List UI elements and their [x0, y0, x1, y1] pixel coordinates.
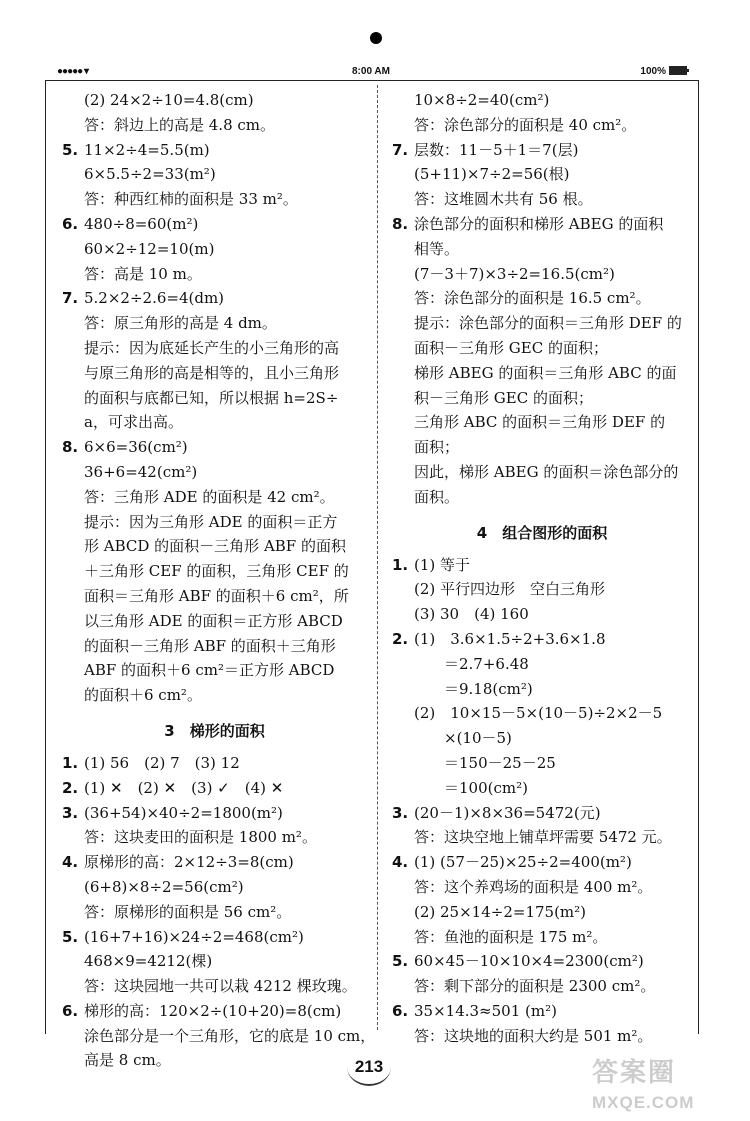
answer-text: 答：剩下部分的面积是 2300 cm²。	[414, 977, 656, 996]
answer-line	[392, 652, 692, 677]
answer-line	[62, 683, 367, 708]
answer-line	[62, 435, 367, 460]
answer-text: 形 ABCD 的面积－三角形 ABF 的面积	[84, 537, 346, 556]
answer-line	[62, 113, 367, 138]
answer-text: 层数：11－5＋1＝7(层)	[414, 140, 579, 159]
answer-text: ×(10－5)	[414, 729, 512, 748]
answer-line	[62, 311, 367, 336]
answer-line	[392, 974, 692, 999]
answer-line	[62, 485, 367, 510]
answer-text: 面积；	[414, 438, 460, 457]
signal-indicator: ●●●●● ▾	[57, 66, 88, 77]
answer-text: 468×9=4212(棵)	[84, 952, 213, 971]
answer-text: (7－3＋7)×3÷2=16.5(cm²)	[414, 264, 615, 283]
answer-line	[62, 1024, 376, 1049]
answer-line	[392, 237, 692, 262]
answer-line	[392, 361, 692, 386]
answer-line	[392, 900, 692, 925]
answer-text: (1) 56 (2) 7 (3) 12	[84, 753, 240, 772]
answer-text: 面积－三角形 GEC 的面积；	[414, 338, 608, 357]
answer-line	[392, 925, 692, 950]
answer-line	[392, 262, 692, 287]
answer-text: (1) 3.6×1.5÷2+3.6×1.8	[414, 629, 606, 648]
question-number: 8.	[62, 438, 79, 457]
answer-line	[392, 825, 692, 850]
answer-text: 60×2÷12=10(m)	[84, 239, 215, 258]
answer-text: 答：三角形 ADE 的面积是 42 cm²。	[84, 487, 335, 506]
answer-text: (1) (57－25)×25÷2=400(m²)	[414, 853, 632, 872]
answer-text: (2) 24×2÷10=4.8(cm)	[84, 91, 254, 109]
answer-line	[62, 751, 367, 776]
question-number: 7.	[392, 140, 409, 159]
answer-text: (6+8)×8÷2=56(cm²)	[84, 877, 244, 896]
answer-text: ＝150－25－25	[414, 753, 556, 772]
question-number: 6.	[62, 214, 79, 233]
answer-text: 答：这块麦田的面积是 1800 m²。	[84, 828, 317, 847]
answer-line	[62, 825, 367, 850]
question-number: 4.	[392, 853, 409, 872]
answer-text: (36+54)×40÷2=1800(m²)	[84, 803, 283, 822]
answer-line	[62, 776, 367, 801]
watermark-title: 答案圈	[592, 1057, 677, 1087]
answer-text: 因此，梯形 ABEG 的面积＝涂色部分的	[414, 462, 679, 481]
answer-line	[62, 1048, 367, 1073]
answer-line	[62, 212, 367, 237]
answer-line	[392, 435, 692, 460]
answer-text: 原梯形的高：2×12÷3=8(cm)	[84, 853, 294, 872]
answer-line	[62, 559, 367, 584]
answer-line	[392, 875, 692, 900]
answer-text: a，可求出高。	[84, 413, 183, 432]
answer-text: 5.2×2÷2.6=4(dm)	[84, 289, 225, 308]
answer-line	[392, 627, 692, 652]
answer-text: 答：涂色部分的面积是 40 cm²。	[414, 115, 637, 134]
answer-line	[62, 510, 367, 535]
answer-text: 答：斜边上的高是 4.8 cm。	[84, 115, 276, 134]
right-column	[392, 88, 692, 1048]
answer-line	[62, 138, 367, 163]
battery-indicator	[640, 66, 687, 77]
question-number: 3.	[62, 803, 79, 822]
answer-text: 答：涂色部分的面积是 16.5 cm²。	[414, 289, 651, 308]
answer-text: 提示：因为三角形 ADE 的面积＝正方	[84, 512, 338, 531]
answer-text: (1) 等于	[414, 555, 471, 574]
answer-text: (2) 25×14÷2=175(m²)	[414, 902, 587, 921]
answer-text: 的面积－三角形 ABF 的面积＋三角形	[84, 636, 336, 655]
answer-text: 面积＝三角形 ABF 的面积＋6 cm²，所	[84, 586, 349, 605]
question-number: 7.	[62, 289, 79, 308]
answer-text: ABF 的面积＋6 cm²＝正方形 ABCD	[84, 661, 335, 680]
answer-text: 的面积＋6 cm²。	[84, 686, 202, 705]
answer-text: 以三角形 ADE 的面积＝正方形 ABCD	[84, 611, 343, 630]
answer-line	[62, 88, 367, 113]
question-number: 1.	[392, 555, 409, 574]
answer-line	[62, 974, 367, 999]
answer-line	[392, 751, 692, 776]
answer-line	[392, 1024, 692, 1049]
answer-line	[62, 609, 367, 634]
section-heading: 3 梯形的面积	[164, 721, 265, 740]
question-number: 2.	[62, 778, 79, 797]
answer-line	[392, 386, 692, 411]
answer-text: (3) 30 (4) 160	[414, 605, 529, 624]
answer-line	[62, 850, 367, 875]
answer-line	[392, 187, 692, 212]
question-number: 2.	[392, 629, 409, 648]
answer-text: 6×5.5÷2=33(m²)	[84, 165, 216, 184]
answer-line	[392, 460, 692, 485]
answer-text: 答：鱼池的面积是 175 m²。	[414, 927, 608, 946]
answer-line	[62, 949, 367, 974]
answer-line	[62, 925, 367, 950]
answer-text: 答：这块园地一共可以栽 4212 棵玫瑰。	[84, 977, 357, 996]
answer-line	[62, 634, 367, 659]
answer-text: 答：这块空地上铺草坪需要 5472 元。	[414, 828, 672, 847]
answer-line	[62, 187, 367, 212]
answer-line	[62, 534, 367, 559]
answer-text: 相等。	[414, 239, 460, 258]
answer-text: 答：高是 10 m。	[84, 264, 202, 283]
answer-text: 提示：涂色部分的面积＝三角形 DEF 的	[414, 314, 682, 333]
answer-line	[392, 88, 692, 113]
question-number: 8.	[392, 214, 409, 233]
answer-line	[392, 212, 692, 237]
question-number: 5.	[62, 927, 79, 946]
question-number: 3.	[392, 803, 409, 822]
answer-text: (2) 10×15－5×(10－5)÷2×2－5	[414, 704, 663, 723]
answer-line	[62, 162, 367, 187]
battery-label: 100%	[640, 66, 666, 77]
answer-text: 10×8÷2=40(cm²)	[414, 91, 550, 109]
answer-text: 6×6=36(cm²)	[84, 438, 188, 457]
camera-dot	[370, 32, 382, 44]
answer-line	[62, 875, 367, 900]
answer-text: 11×2÷4=5.5(m)	[84, 140, 210, 159]
answer-text: 涂色部分的面积和梯形 ABEG 的面积	[414, 214, 664, 233]
answer-line	[392, 286, 692, 311]
answer-text: 60×45－10×10×4=2300(cm²)	[414, 952, 644, 971]
answer-text: 与原三角形的高是相等的，且小三角形	[84, 363, 340, 382]
section-heading: 4 组合图形的面积	[476, 523, 608, 542]
answer-line	[392, 577, 692, 602]
battery-icon	[669, 66, 687, 75]
answer-text: (20－1)×8×36=5472(元)	[414, 803, 601, 822]
answer-text: 高是 8 cm。	[84, 1051, 171, 1070]
answer-line	[392, 553, 692, 578]
answer-line	[392, 162, 692, 187]
answer-text: (2) 平行四边形 空白三角形	[414, 580, 606, 599]
answer-text: 答：原三角形的高是 4 dm。	[84, 314, 277, 333]
answer-line	[392, 602, 692, 627]
answer-line	[392, 485, 692, 510]
watermark	[592, 1052, 694, 1113]
watermark-url: MXQE.COM	[592, 1093, 695, 1112]
answer-text: 36+6=42(cm²)	[84, 462, 198, 481]
answer-text: 答：这个养鸡场的面积是 400 m²。	[414, 877, 653, 896]
page-number: 213	[347, 1048, 391, 1086]
answer-text: (5+11)×7÷2=56(根)	[414, 165, 570, 184]
answer-text: 提示：因为底延长产生的小三角形的高	[84, 338, 340, 357]
answer-line	[62, 801, 367, 826]
answer-line	[62, 460, 367, 485]
question-number: 4.	[62, 853, 79, 872]
answer-line	[62, 900, 367, 925]
answer-text: 答：种西红柿的面积是 33 m²。	[84, 190, 298, 209]
answer-line	[392, 138, 692, 163]
answer-text: ＝9.18(cm²)	[414, 679, 533, 698]
answer-text: 答：这块地的面积大约是 501 m²。	[414, 1026, 653, 1045]
column-divider	[377, 85, 378, 1030]
question-number: 6.	[62, 1001, 79, 1020]
answer-line	[62, 286, 367, 311]
answer-line	[392, 336, 692, 361]
answer-line	[62, 410, 367, 435]
answer-text: 的面积与底都已知，所以根据 h=2S÷	[84, 388, 339, 407]
question-number: 6.	[392, 1001, 409, 1020]
answer-line	[62, 999, 367, 1024]
answer-line	[392, 850, 692, 875]
answer-text: 480÷8=60(m²)	[84, 214, 199, 233]
answer-text: 积－三角形 GEC 的面积；	[414, 388, 593, 407]
answer-text: 35×14.3≈501 (m²)	[414, 1001, 557, 1020]
answer-line	[392, 726, 692, 751]
answer-text: ＝2.7+6.48	[414, 654, 529, 673]
answer-line	[392, 701, 692, 726]
answer-line	[392, 776, 692, 801]
answer-line	[392, 999, 692, 1024]
question-number: 1.	[62, 753, 79, 772]
answer-text: 三角形 ABC 的面积＝三角形 DEF 的	[414, 413, 666, 432]
answer-line	[392, 801, 692, 826]
answer-text: ＝100(cm²)	[414, 778, 528, 797]
answer-line	[62, 658, 367, 683]
answer-line	[62, 361, 367, 386]
answer-line	[62, 584, 367, 609]
answer-text: 梯形的高：120×2÷(10+20)=8(cm)	[84, 1001, 342, 1020]
question-number: 5.	[62, 140, 79, 159]
answer-text: (16+7+16)×24÷2=468(cm²)	[84, 927, 304, 946]
answer-line	[62, 336, 367, 361]
answer-text: ＋三角形 CEF 的面积，三角形 CEF 的	[84, 562, 349, 581]
status-time: 8:00 AM	[352, 66, 390, 77]
answer-line	[62, 386, 367, 411]
question-number: 5.	[392, 952, 409, 971]
answer-text: 答：这堆圆木共有 56 根。	[414, 190, 593, 209]
answer-line	[392, 113, 692, 138]
answer-text: 梯形 ABEG 的面积＝三角形 ABC 的面	[414, 363, 677, 382]
status-bar	[45, 66, 697, 79]
answer-line	[392, 949, 692, 974]
answer-text: 答：原梯形的面积是 56 cm²。	[84, 902, 292, 921]
answer-text: (1) ✕ (2) ✕ (3) ✓ (4) ✕	[84, 778, 284, 797]
answer-line	[392, 677, 692, 702]
answer-text: 涂色部分是一个三角形，它的底是 10 cm，	[84, 1026, 376, 1045]
answer-line	[392, 410, 692, 435]
answer-text: 面积。	[414, 487, 460, 506]
answer-line	[392, 311, 692, 336]
answer-line	[62, 237, 367, 262]
answer-line	[62, 262, 367, 287]
